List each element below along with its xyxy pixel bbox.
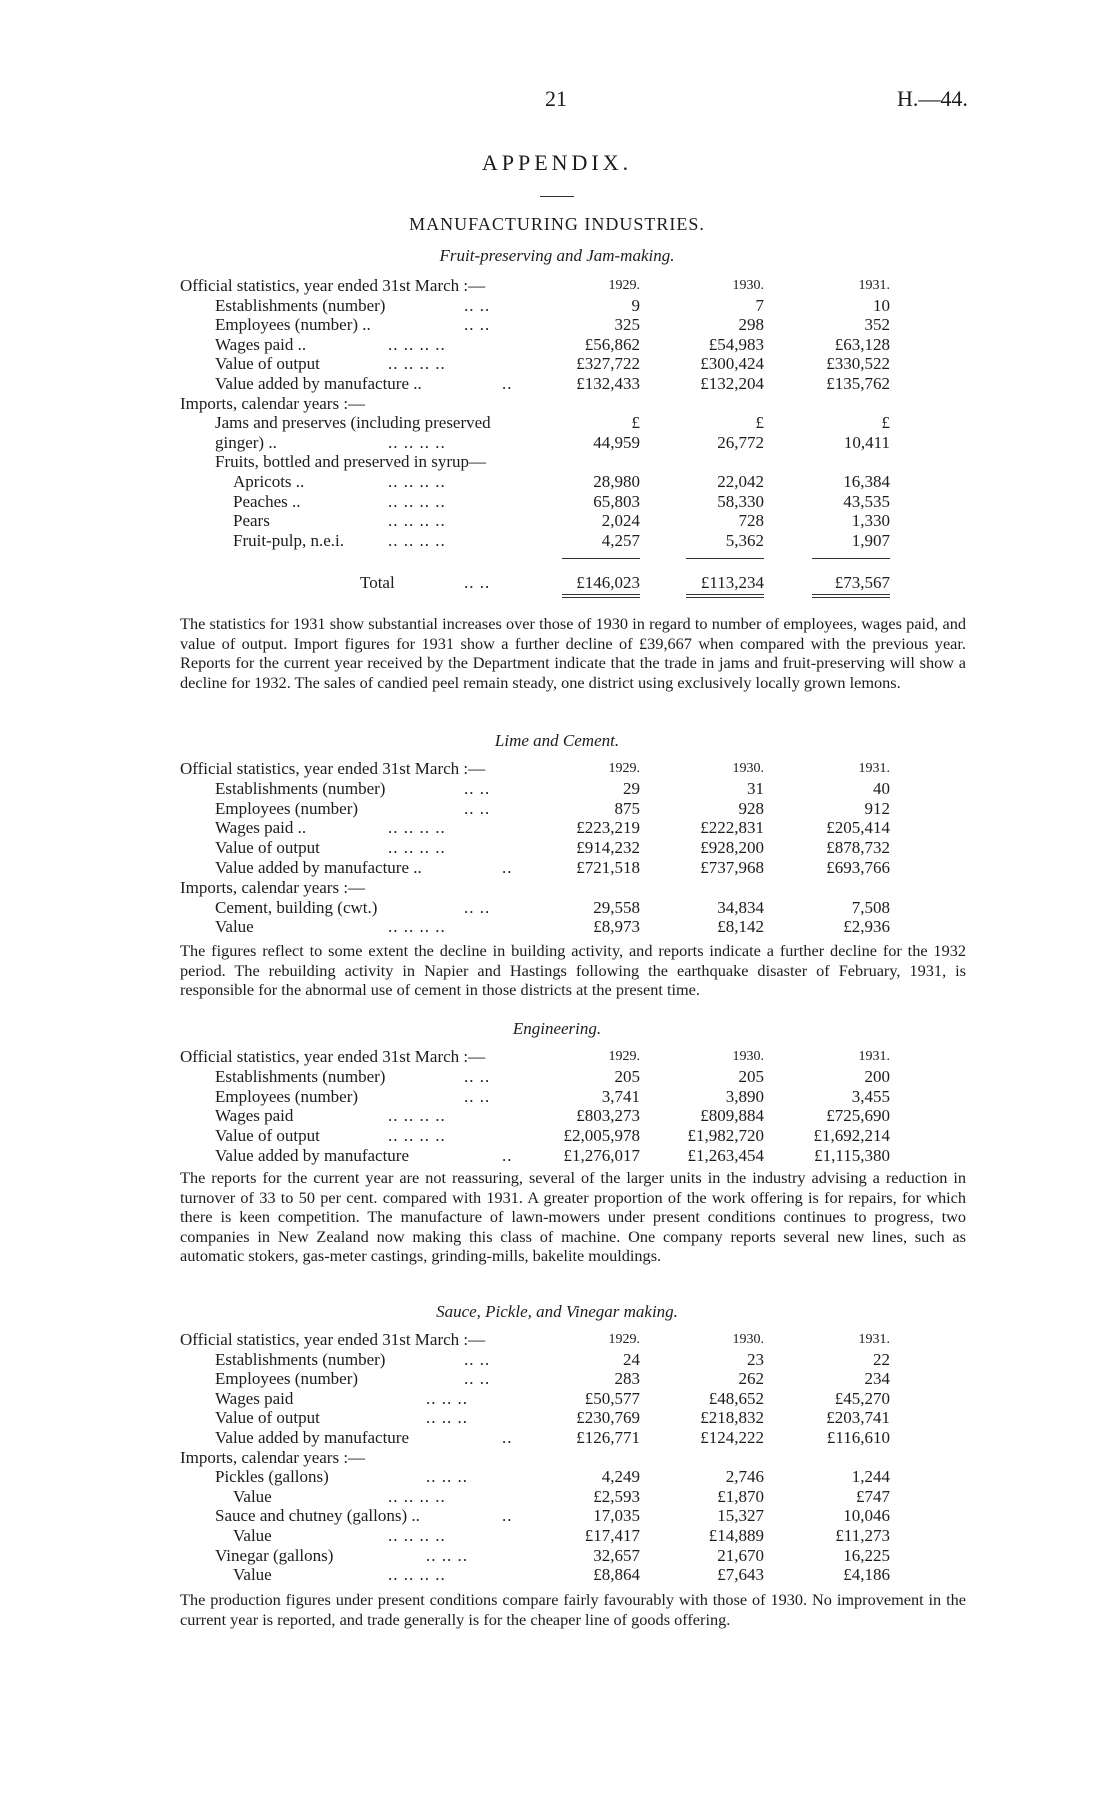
row-label: Establishments (number) [215, 778, 386, 798]
leader-dots: .. .. .. .. [388, 354, 446, 374]
total-rule [686, 594, 764, 595]
table-row [0, 315, 1114, 335]
value-cell-1930: £54,983 [708, 334, 764, 354]
row-label: Cement, building (cwt.) [215, 897, 378, 917]
value-cell-1931: 352 [864, 315, 890, 335]
value-cell-1930: £928,200 [700, 838, 764, 858]
table-row [0, 1526, 1114, 1546]
row-label: Apricots .. [233, 472, 305, 491]
value-cell-1929: 44,959 [593, 432, 640, 452]
year-header-row [0, 1330, 1114, 1350]
value-cell-1929: £223,219 [576, 818, 640, 838]
leader-dots: .. .. .. .. [388, 818, 446, 838]
leader-dots: .. .. .. .. [388, 334, 446, 354]
value-cell-1929: 1929. [608, 761, 640, 776]
value-cell-1929: 65,803 [593, 491, 640, 511]
section-note: The production figures under present conditions compare fairly favourably with those of 1930. No improvement in the current year is reported, and trade generally is for the cheaper line of goods offering. [180, 1590, 966, 1629]
table-row [0, 413, 1114, 433]
leader-dots: .. .. .. .. [388, 1126, 446, 1146]
row-label: Imports, calendar years :— [180, 1447, 366, 1467]
value-cell-1929: 4,257 [601, 530, 640, 550]
value-cell-1931: 234 [864, 1369, 890, 1389]
value-cell-1929: 325 [614, 315, 640, 335]
value-cell-1930: £8,142 [717, 917, 764, 937]
row-label: Total [360, 573, 395, 592]
value-cell-1929: 875 [614, 798, 640, 818]
leader-dots: .. .. .. .. [388, 917, 446, 937]
value-cell-1929: £8,973 [593, 917, 640, 937]
value-cell-1929: 32,657 [593, 1545, 640, 1565]
total-rule [562, 597, 640, 598]
row-label: Employees (number) [215, 798, 359, 818]
value-cell-1931: 40 [873, 778, 890, 798]
value-cell-1930: £809,884 [700, 1106, 764, 1126]
value-cell-1929: 2,024 [601, 511, 640, 531]
value-cell-1929: 283 [614, 1369, 640, 1389]
value-cell-1929: £56,862 [584, 334, 640, 354]
value-cell-1930: 21,670 [717, 1545, 764, 1565]
value-cell-1931: 43,535 [843, 491, 890, 511]
year-header-row [0, 759, 1114, 779]
table-row [0, 531, 1114, 551]
value-cell-1931: £330,522 [826, 354, 890, 374]
value-cell-1931: 1931. [858, 1049, 890, 1064]
leader-dots: .. .. [464, 1086, 491, 1106]
page-title: APPENDIX. [481, 150, 633, 175]
leader-dots: .. [502, 374, 513, 393]
value-cell-1931: 1931. [858, 1332, 890, 1347]
subtotal-rule [562, 558, 640, 559]
leader-dots: .. .. .. .. [388, 1486, 446, 1506]
value-cell-1931: £116,610 [826, 1428, 890, 1447]
row-label: Value added by manufacture [215, 1428, 409, 1447]
value-cell-1931: £63,128 [834, 334, 890, 354]
value-cell-1930: 22,042 [717, 472, 764, 491]
document-reference: H.—44. [897, 86, 968, 111]
value-cell-1930: 1930. [732, 761, 764, 776]
value-cell-1929: 9 [631, 295, 640, 315]
leader-dots: .. .. .. .. [388, 472, 446, 491]
table-row [0, 1369, 1114, 1389]
leader-dots: .. .. .. .. [388, 1106, 446, 1126]
value-cell-1929: 1929. [608, 278, 640, 293]
table-row [0, 779, 1114, 799]
title-rule [540, 196, 574, 197]
row-label: Sauce and chutney (gallons) .. [215, 1506, 420, 1526]
value-cell-1931: 200 [864, 1066, 890, 1086]
page-number: 21 [545, 86, 567, 111]
row-label: Value of output [215, 1408, 320, 1428]
value-cell-1931: 10,411 [843, 432, 890, 452]
row-label: Official statistics, year ended 31st March :— [180, 276, 486, 295]
table-row [0, 1087, 1114, 1107]
value-cell-1931: £725,690 [826, 1106, 890, 1126]
leader-dots: .. .. .. [426, 1467, 468, 1487]
value-cell-1931: 3,455 [851, 1086, 890, 1106]
section-title: Engineering. [512, 1019, 602, 1038]
row-label: Employees (number) [215, 1369, 359, 1389]
value-cell-1929: 17,035 [593, 1506, 640, 1526]
row-label: Value [233, 1486, 272, 1506]
leader-dots: .. .. .. [426, 1545, 468, 1565]
table-row [0, 1565, 1114, 1585]
value-cell-1931: 1931. [858, 761, 890, 776]
section-note: The reports for the current year are not reassuring, several of the larger units in the industry advising a reduction in turnover of 33 to 50 per cent. compared with 1931. A greater proportion of the work offering is for repairs, for which there is keen competition. The manufacture of lawn-mowers under present conditions continues to progress, two companies in New Zealand now making this class of machine. One company reports several new lines, such as automatic stokers, gas-meter castings, grinding-mills, bakelite mouldings. [180, 1168, 966, 1265]
table-row [0, 296, 1114, 316]
value-cell-1930: 31 [747, 778, 764, 798]
value-cell-1931: £203,741 [826, 1408, 890, 1428]
value-cell-1931: £747 [856, 1486, 890, 1506]
leader-dots: .. .. [464, 778, 491, 798]
section-note: The figures reflect to some extent the decline in building activity, and reports indicate a further decline for the 1932 period. The rebuilding activity in Napier and Hastings following the earthquake disaster of February, 1931, is responsible for the abnormal use of cement in those districts at the present time. [180, 941, 966, 999]
row-label: Employees (number) [215, 1086, 359, 1106]
value-cell-1930: £48,652 [708, 1388, 764, 1408]
leader-dots: .. .. .. .. [388, 511, 446, 531]
table-row [0, 374, 1114, 394]
value-cell-1931: 16,384 [843, 472, 890, 491]
value-cell-1931: 1931. [858, 278, 890, 293]
value-cell-1930: 1930. [732, 1049, 764, 1064]
row-label: Fruit-pulp, n.e.i. [233, 530, 344, 550]
table-row [0, 394, 1114, 414]
value-cell-1930: £1,982,720 [687, 1126, 764, 1146]
main-subtitle: MANUFACTURING INDUSTRIES. [409, 214, 705, 234]
table-row [0, 1448, 1114, 1468]
value-cell-1931: £45,270 [834, 1388, 890, 1408]
table-row [0, 858, 1114, 878]
row-label: Value of output [215, 838, 320, 858]
table-row [0, 878, 1114, 898]
row-label: Pears [233, 511, 270, 531]
row-label: Peaches .. [233, 491, 301, 511]
value-cell-1929: £721,518 [576, 858, 640, 877]
value-cell-1930: £1,263,454 [687, 1146, 764, 1165]
value-cell-1931: 10 [873, 295, 890, 315]
leader-dots: .. .. [464, 315, 491, 335]
value-cell-1930: 5,362 [725, 530, 764, 550]
value-cell-1931: £878,732 [826, 838, 890, 858]
row-label: Value of output [215, 354, 320, 374]
value-cell-1930: 26,772 [717, 432, 764, 452]
value-cell-1929: 24 [623, 1349, 640, 1369]
year-header-row [0, 276, 1114, 296]
table-row [0, 898, 1114, 918]
leader-dots: .. .. [464, 1066, 491, 1086]
table-row [0, 354, 1114, 374]
row-label: Jams and preserves (including preserved [215, 413, 491, 433]
leader-dots: .. .. [464, 897, 491, 917]
row-label: Value [233, 1565, 272, 1585]
leader-dots: .. .. .. .. [388, 838, 446, 858]
section-title: Fruit-preserving and Jam-making. [439, 246, 675, 265]
value-cell-1931: 7,508 [851, 897, 890, 917]
row-label: Vinegar (gallons) [215, 1545, 334, 1565]
value-cell-1930: £222,831 [700, 818, 764, 838]
value-cell-1931: 1,330 [851, 511, 890, 531]
value-cell-1929: £803,273 [576, 1106, 640, 1126]
value-cell-1929: £ [631, 413, 640, 433]
row-label: Establishments (number) [215, 1066, 386, 1086]
value-cell-1929: £17,417 [584, 1526, 640, 1545]
leader-dots: .. .. .. [426, 1388, 468, 1408]
value-cell-1930: £14,889 [708, 1526, 764, 1545]
section-title: Sauce, Pickle, and Vinegar making. [436, 1302, 678, 1321]
table-row [0, 838, 1114, 858]
table-row [0, 1106, 1114, 1126]
value-cell-1930: £132,204 [700, 374, 764, 393]
value-cell-1931: £1,115,380 [814, 1146, 890, 1165]
value-cell-1930: £7,643 [717, 1565, 764, 1585]
total-rule [562, 594, 640, 595]
leader-dots: .. .. .. .. [388, 530, 446, 550]
value-cell-1931: 16,225 [843, 1545, 890, 1565]
row-label: Official statistics, year ended 31st March :— [180, 1330, 486, 1349]
value-cell-1931: £2,936 [843, 917, 890, 937]
value-cell-1930: £1,870 [717, 1486, 764, 1506]
leader-dots: .. .. [464, 1349, 491, 1369]
row-label: Value [215, 917, 254, 937]
value-cell-1930: 1930. [732, 278, 764, 293]
row-label: Wages paid .. [215, 334, 307, 354]
row-label: Employees (number) .. [215, 315, 371, 335]
leader-dots: .. .. .. .. [388, 432, 446, 452]
value-cell-1929: 1929. [608, 1049, 640, 1064]
table-row [0, 1067, 1114, 1087]
subtotal-rule [686, 558, 764, 559]
total-row [0, 573, 1114, 593]
value-cell-1930: £ [755, 413, 764, 433]
table-row [0, 1350, 1114, 1370]
table-row [0, 1506, 1114, 1526]
table-row [0, 511, 1114, 531]
row-label: Value [233, 1526, 272, 1545]
leader-dots: .. .. [464, 798, 491, 818]
value-cell-1929: £1,276,017 [563, 1146, 640, 1165]
value-cell-1931: 1,907 [851, 530, 890, 550]
row-label: Wages paid [215, 1388, 294, 1408]
value-cell-1929: 3,741 [601, 1086, 640, 1106]
value-cell-1930: £737,968 [700, 858, 764, 877]
leader-dots: .. .. .. .. [388, 1565, 446, 1585]
leader-dots: .. [502, 1428, 513, 1447]
row-label: Establishments (number) [215, 295, 386, 315]
table-row [0, 492, 1114, 512]
leader-dots: .. [502, 1146, 513, 1165]
value-cell-1931: £1,692,214 [813, 1126, 890, 1146]
row-label: ginger) .. [215, 432, 277, 452]
value-cell-1930: £300,424 [700, 354, 764, 374]
value-cell-1930: 2,746 [725, 1467, 764, 1487]
value-cell-1931: 1,244 [851, 1467, 890, 1487]
table-row [0, 1546, 1114, 1566]
subtotal-rule [812, 558, 890, 559]
table-row [0, 1408, 1114, 1428]
table-row [0, 1428, 1114, 1448]
value-cell-1931: £4,186 [843, 1565, 890, 1585]
table-row [0, 818, 1114, 838]
row-label: Pickles (gallons) [215, 1467, 329, 1487]
row-label: Official statistics, year ended 31st March :— [180, 1047, 486, 1066]
table-row [0, 1487, 1114, 1507]
value-cell-1930: 262 [738, 1369, 764, 1389]
value-cell-1929: £2,593 [593, 1486, 640, 1506]
total-rule [812, 597, 890, 598]
row-label: Value added by manufacture .. [215, 374, 422, 393]
row-label: Wages paid [215, 1106, 294, 1126]
value-cell-1930: 7 [755, 295, 764, 315]
value-cell-1929: £230,769 [576, 1408, 640, 1428]
year-header-row [0, 1047, 1114, 1067]
value-cell-1929: £126,771 [576, 1428, 640, 1447]
table-row [0, 917, 1114, 937]
value-cell-1931: £693,766 [826, 858, 890, 877]
value-cell-1929: 29 [623, 778, 640, 798]
value-cell-1930: £124,222 [700, 1428, 764, 1447]
value-cell-1930: 23 [747, 1349, 764, 1369]
leader-dots: .. [502, 1506, 513, 1526]
table-row [0, 472, 1114, 492]
row-label: Fruits, bottled and preserved in syrup— [215, 452, 487, 472]
leader-dots: .. [502, 858, 513, 877]
value-cell-1930: £218,832 [700, 1408, 764, 1428]
table-row [0, 335, 1114, 355]
value-cell-1931: 10,046 [843, 1506, 890, 1526]
total-rule [686, 597, 764, 598]
value-cell-1929: £50,577 [584, 1388, 640, 1408]
table-row [0, 799, 1114, 819]
row-label: Imports, calendar years :— [180, 393, 366, 413]
row-label: Wages paid .. [215, 818, 307, 838]
value-cell-1930: 58,330 [717, 491, 764, 511]
row-label: Official statistics, year ended 31st March :— [180, 759, 486, 778]
value-cell-1930: 34,834 [717, 897, 764, 917]
leader-dots: .. .. .. .. [388, 1526, 446, 1545]
value-cell-1929: 4,249 [601, 1467, 640, 1487]
value-cell-1930: 15,327 [717, 1506, 764, 1526]
value-cell-1931: 22 [873, 1349, 890, 1369]
table-row [0, 1389, 1114, 1409]
leader-dots: .. .. [464, 295, 491, 315]
value-cell-1929: £146,023 [576, 573, 640, 592]
section-title: Lime and Cement. [494, 731, 620, 750]
value-cell-1930: 928 [738, 798, 764, 818]
value-cell-1931: £ [881, 413, 890, 433]
value-cell-1930: £113,234 [700, 573, 764, 592]
leader-dots: .. .. [464, 573, 491, 592]
value-cell-1931: £205,414 [826, 818, 890, 838]
value-cell-1929: 205 [614, 1066, 640, 1086]
value-cell-1930: 1930. [732, 1332, 764, 1347]
row-label: Establishments (number) [215, 1349, 386, 1369]
value-cell-1929: £2,005,978 [563, 1126, 640, 1146]
section-note: The statistics for 1931 show substantial increases over those of 1930 in regard to number of employees, wages paid, and value of output. Import figures for 1931 show a further decline of £39,667 when compared with the previous year. Reports for the current year received by the Department indicate that the trade in jams and fruit-preserving will show a decline for 1932. The sales of candied peel remain steady, one district using exclusively locally grown lemons. [180, 614, 966, 692]
value-cell-1929: 28,980 [593, 472, 640, 491]
table-row [0, 1126, 1114, 1146]
row-label: Value of output [215, 1126, 320, 1146]
value-cell-1930: 298 [738, 315, 764, 335]
table-row [0, 433, 1114, 453]
leader-dots: .. .. .. .. [388, 491, 446, 511]
value-cell-1929: £132,433 [576, 374, 640, 393]
table-row [0, 1146, 1114, 1166]
value-cell-1929: 1929. [608, 1332, 640, 1347]
row-label: Value added by manufacture .. [215, 858, 422, 877]
value-cell-1931: £73,567 [834, 573, 890, 592]
value-cell-1930: 205 [738, 1066, 764, 1086]
value-cell-1931: £11,273 [835, 1526, 890, 1545]
row-label: Value added by manufacture [215, 1146, 409, 1165]
leader-dots: .. .. [464, 1369, 491, 1389]
value-cell-1931: £135,762 [826, 374, 890, 393]
total-rule [812, 594, 890, 595]
value-cell-1929: £8,864 [593, 1565, 640, 1585]
value-cell-1930: 3,890 [725, 1086, 764, 1106]
value-cell-1929: 29,558 [593, 897, 640, 917]
row-label: Imports, calendar years :— [180, 877, 366, 897]
table-row [0, 452, 1114, 472]
leader-dots: .. .. .. [426, 1408, 468, 1428]
value-cell-1929: £327,722 [576, 354, 640, 374]
value-cell-1931: 912 [864, 798, 890, 818]
table-row [0, 1467, 1114, 1487]
value-cell-1930: 728 [738, 511, 764, 531]
value-cell-1929: £914,232 [576, 838, 640, 858]
